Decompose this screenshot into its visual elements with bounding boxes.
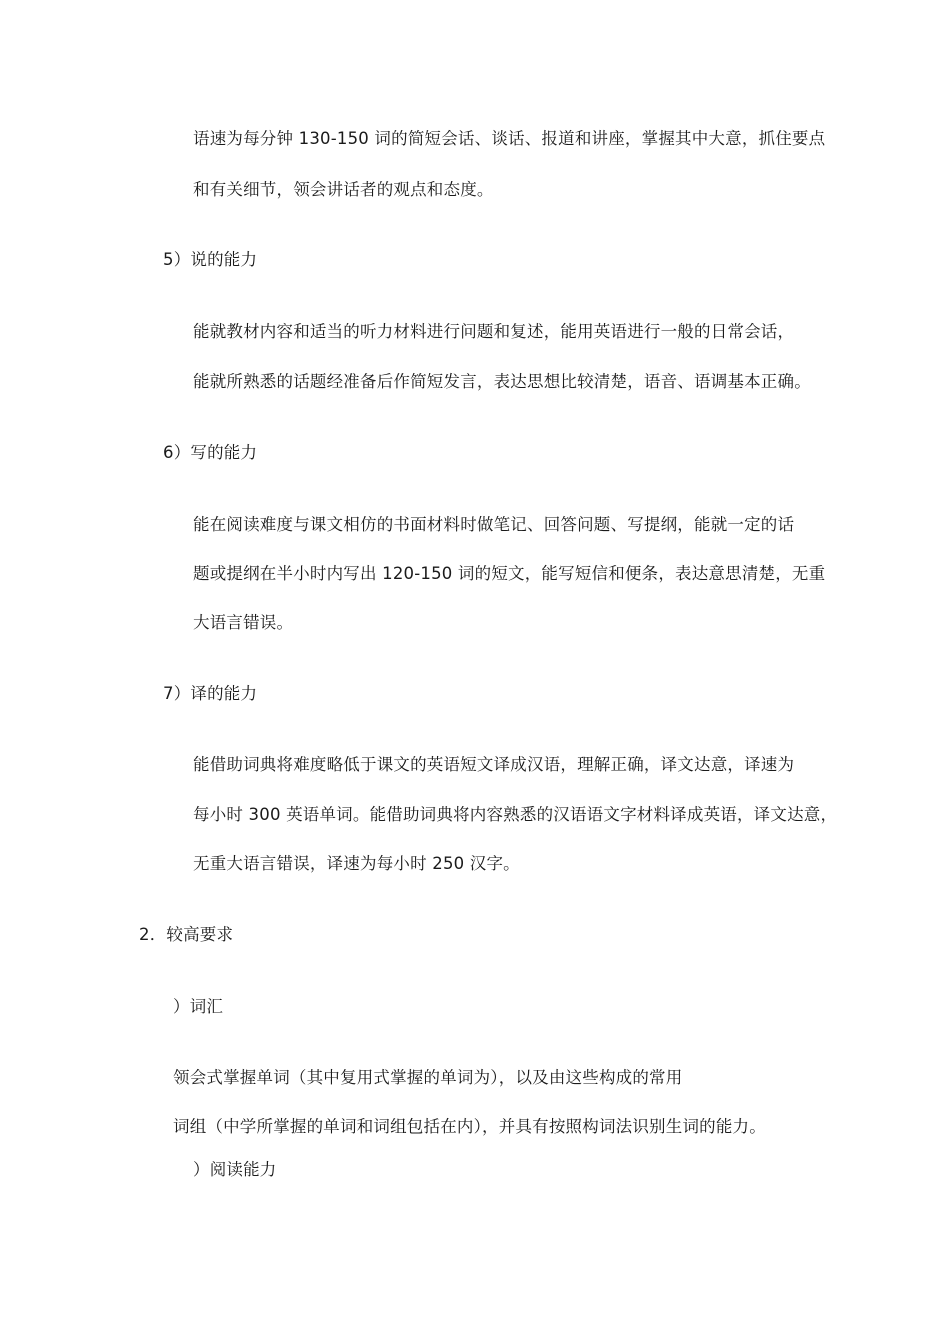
vocabulary-line-2: 词组（中学所掌握的单词和词组包括在内），并具有按照构词法识别生词的能力。 [173,1117,766,1136]
vocabulary-line-1: 领会式掌握单词（其中复用式掌握的单词为），以及由这些构成的常用 [173,1068,683,1087]
translation-line-1: 能借助词典将难度略低于课文的英语短文译成汉语，理解正确，译文达意，译速为 [193,755,795,774]
listening-line-2: 和有关细节，领会讲话者的观点和态度。 [193,180,494,199]
speaking-line-2: 能就所熟悉的话题经准备后作简短发言，表达思想比较清楚，语音、语调基本正确。 [193,372,811,391]
speaking-line-1: 能就教材内容和适当的听力材料进行问题和复述，能用英语进行一般的日常会话， [193,322,795,341]
translation-line-3: 无重大语言错误，译速为每小时 250 汉字。 [193,854,520,873]
translation-heading: 7）译的能力 [163,684,258,703]
writing-line-2: 题或提纲在半小时内写出 120-150 词的短文，能写短信和便条，表达意思清楚，无重 [193,564,826,583]
reading-heading: ）阅读能力 [193,1160,277,1179]
writing-line-3: 大语言错误。 [193,613,294,632]
writing-heading: 6）写的能力 [163,443,258,462]
vocabulary-heading: ）词汇 [173,997,224,1016]
translation-line-2: 每小时 300 英语单词。能借助词典将内容熟悉的汉语语文字材料译成英语，译文达意， [193,805,838,824]
speaking-heading: 5）说的能力 [163,250,258,269]
writing-line-1: 能在阅读难度与课文相仿的书面材料时做笔记、回答问题、写提纲，能就一定的话 [193,515,795,534]
listening-line-1: 语速为每分钟 130-150 词的简短会话、谈话、报道和讲座，掌握其中大意，抓住要点 [193,129,826,148]
higher-requirements-heading: 2．较高要求 [139,925,234,944]
